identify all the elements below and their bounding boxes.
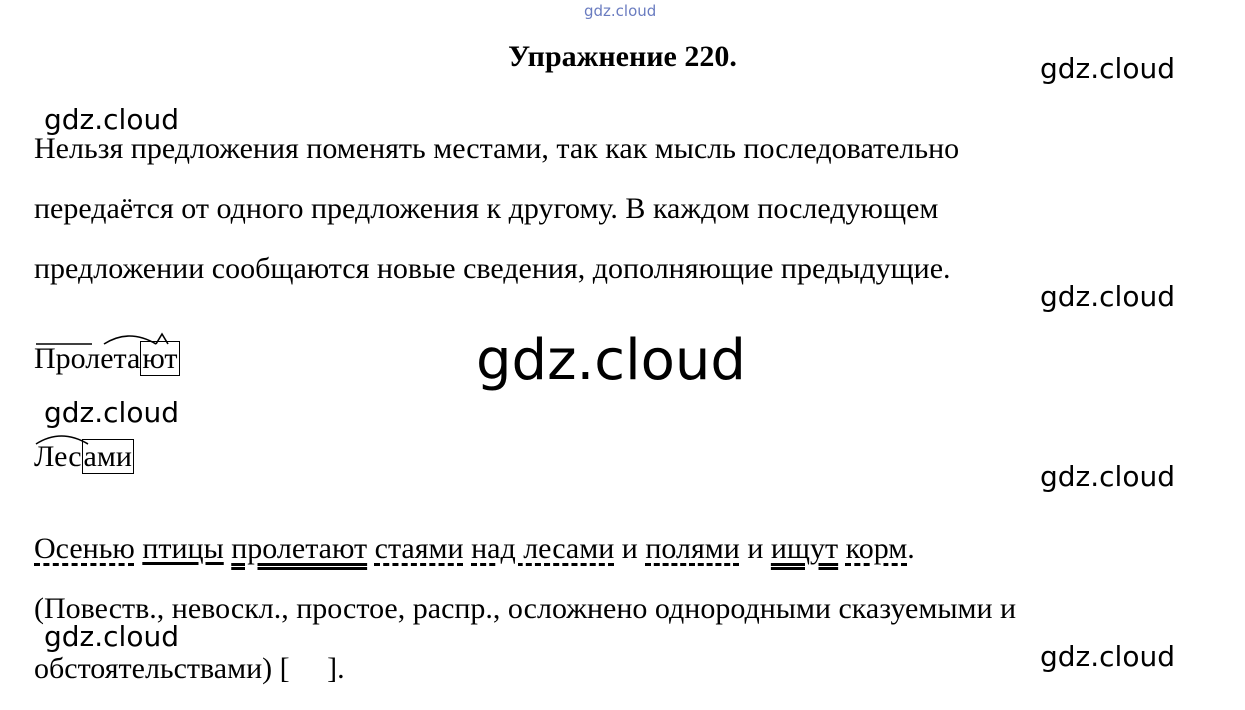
analysis-line-2: обстоятельствами) [ ]. [34, 652, 345, 685]
paragraph-line-2: передаётся от одного предложения к другому. В каждом последующем [34, 192, 939, 225]
word-proletayut [34, 342, 180, 376]
word-stem: Пролета [34, 342, 141, 375]
sentence-end: . [907, 532, 915, 565]
watermark-center: gdz.cloud [476, 328, 746, 393]
watermark: gdz.cloud [44, 103, 179, 136]
conjunction-word: и [621, 532, 638, 565]
adverbial-word: стаями [374, 532, 464, 565]
watermark: gdz.cloud [1040, 280, 1175, 313]
predicate-word: ищут [770, 532, 839, 565]
watermark-top: gdz.cloud [584, 2, 657, 20]
watermark: gdz.cloud [1040, 460, 1175, 493]
object-word: корм [845, 532, 908, 565]
watermark: gdz.cloud [1040, 52, 1175, 85]
exercise-title: Упражнение 220. [508, 40, 737, 73]
adverbial-word: над лесами [471, 532, 615, 565]
word-ending: ами [83, 440, 132, 473]
word-stem: Лес [34, 440, 82, 473]
adverbial-word: Осенью [34, 532, 135, 565]
subject-word: птицы [142, 532, 224, 565]
adverbial-word: полями [645, 532, 740, 565]
predicate-word: пролетают [231, 532, 368, 565]
watermark: gdz.cloud [1040, 640, 1175, 673]
word-ending: ют [142, 342, 178, 375]
word-lesami [34, 440, 134, 474]
parsed-sentence [34, 532, 915, 566]
analysis-line-1: (Повеств., невоскл., простое, распр., осложнено однородными сказуемыми и [34, 592, 1017, 625]
paragraph-line-1: Нельзя предложения поменять местами, так как мысль последовательно [34, 132, 960, 165]
watermark: gdz.cloud [44, 396, 179, 429]
paragraph-line-3: предложении сообщаются новые сведения, дополняющие предыдущие. [34, 252, 951, 285]
watermark: gdz.cloud [44, 620, 179, 653]
conjunction-word: и [747, 532, 764, 565]
